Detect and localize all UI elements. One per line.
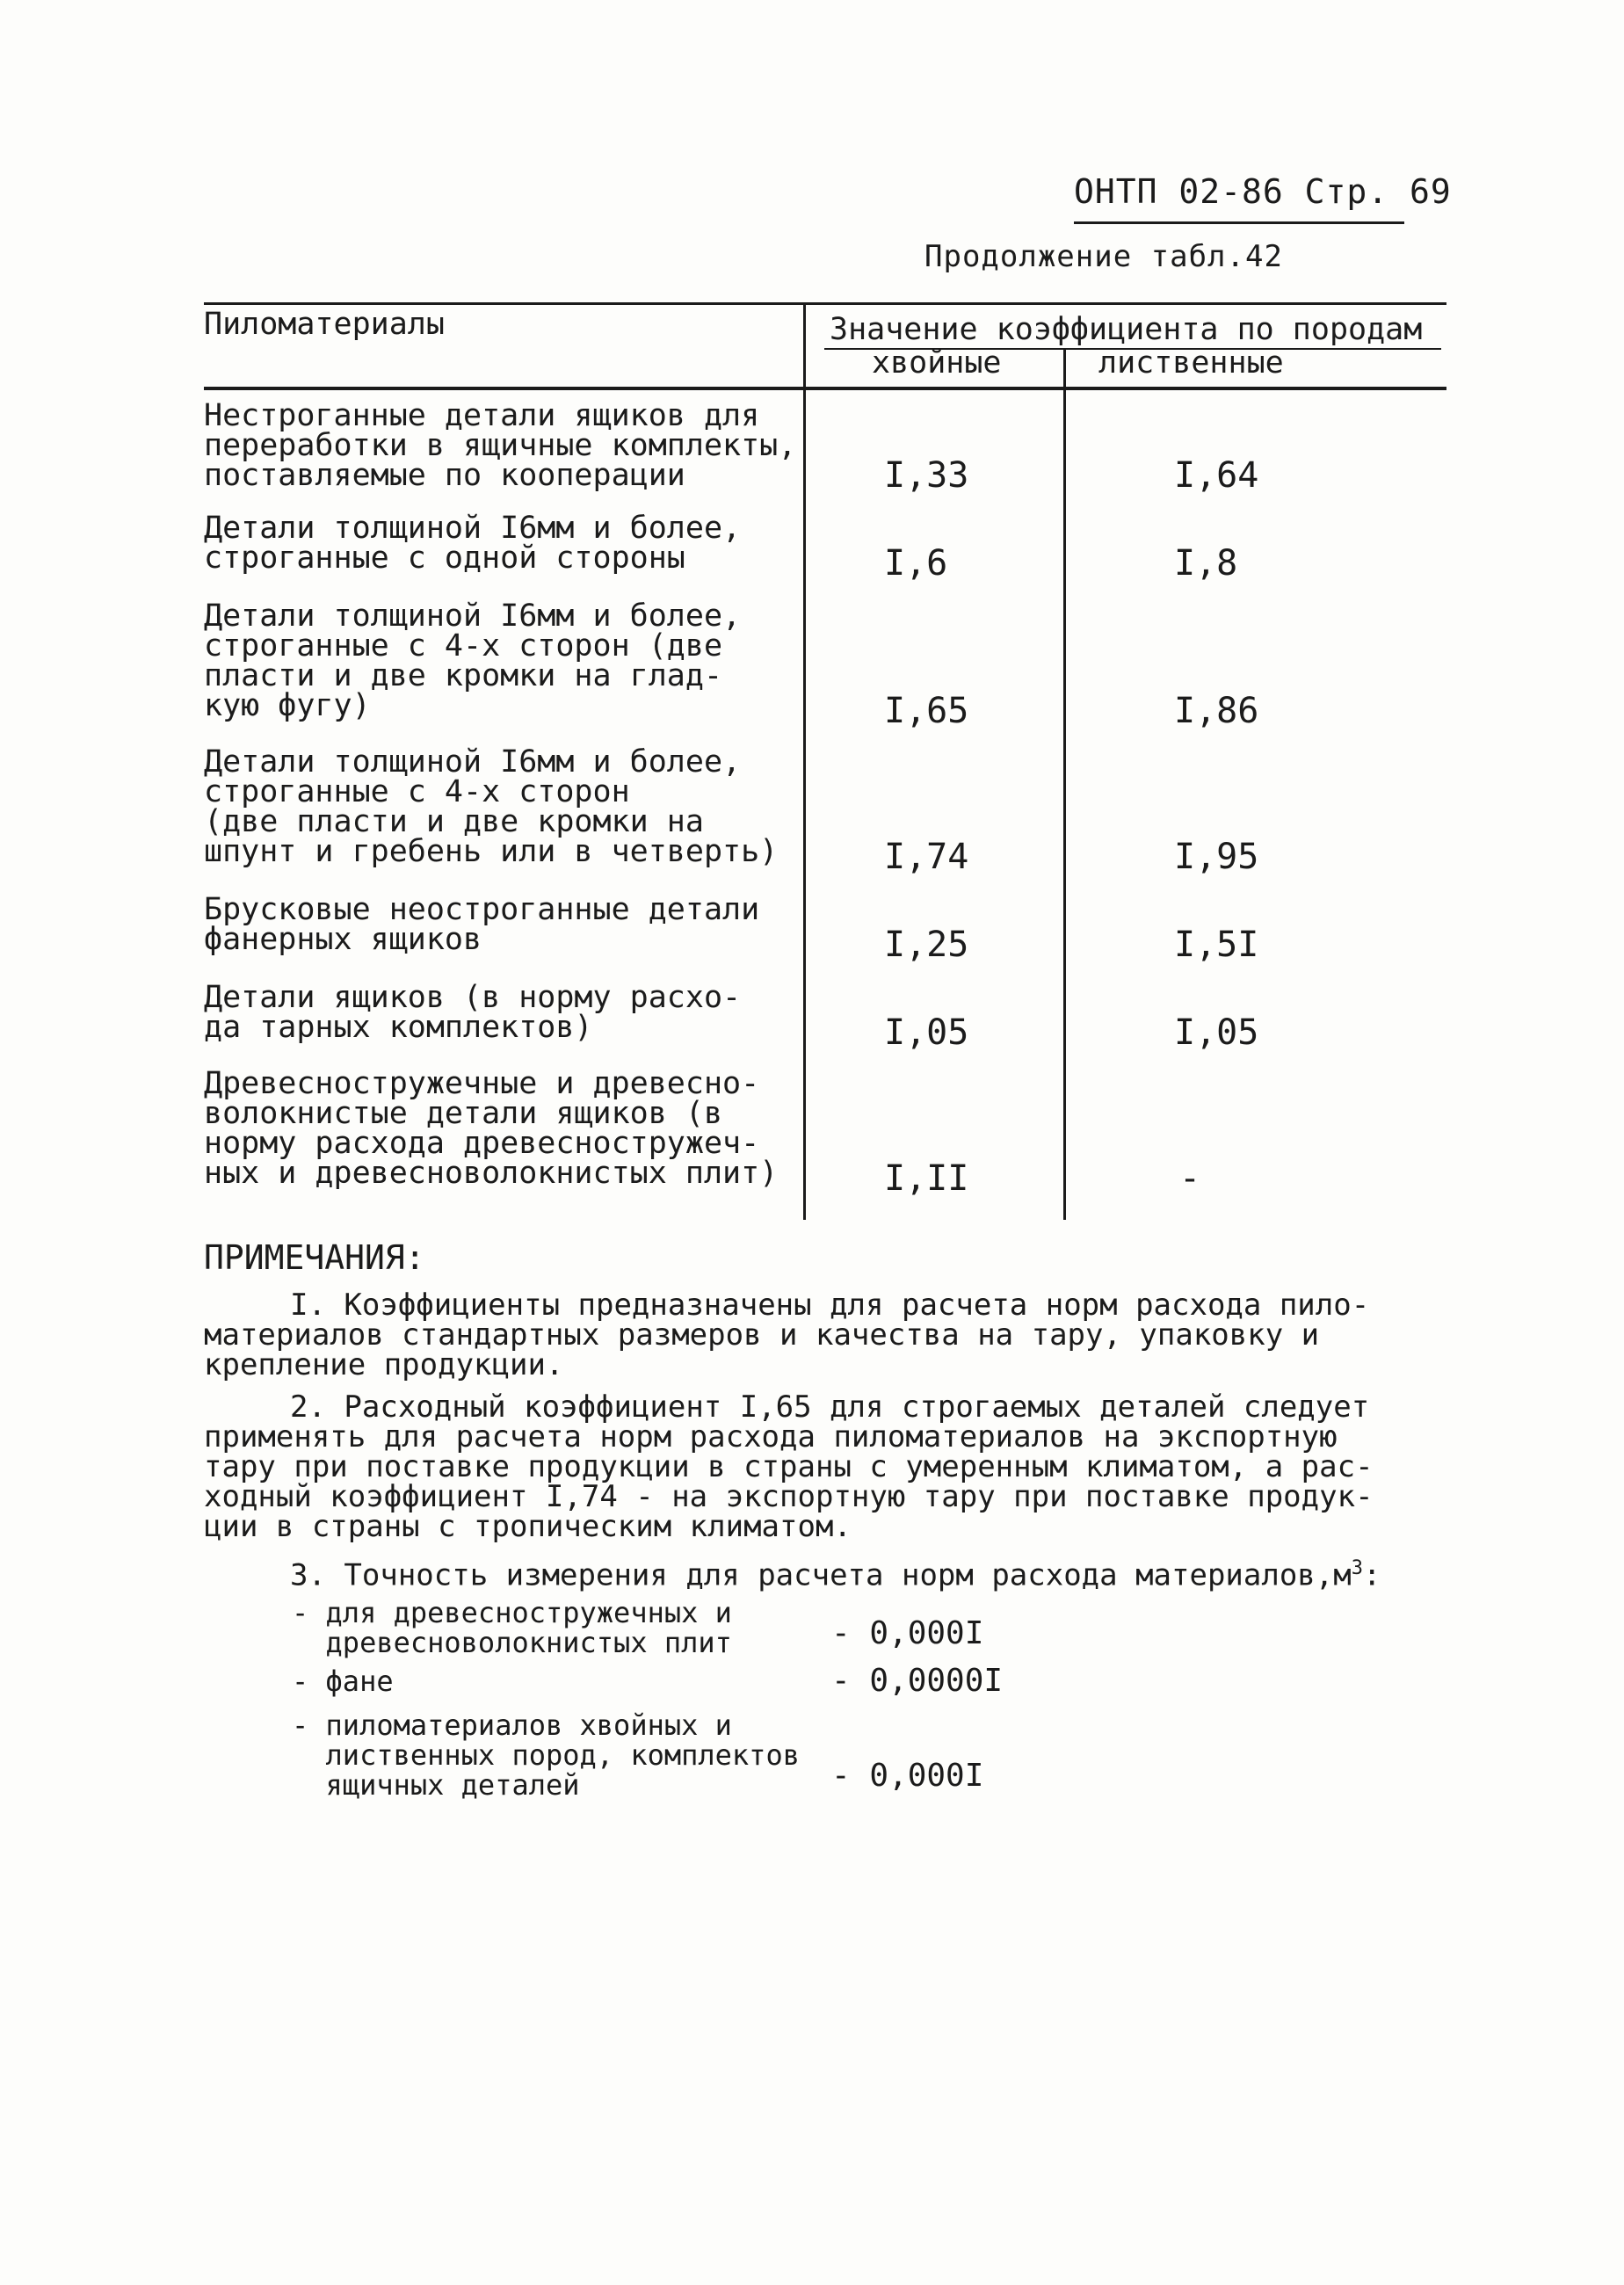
precision-value: - 0,000I	[831, 1758, 984, 1794]
table-row-conifer: I,65	[884, 691, 969, 731]
table-row-deciduous: I,5I	[1174, 925, 1259, 965]
table-row-material: Нестроганные детали ящиков для переработки в ящичные комплекты, поставляемые по кооперации	[204, 398, 797, 493]
precision-label: - пиломатериалов хвойных и лиственных пород, комплектов ящичных деталей	[292, 1708, 800, 1802]
precision-label: - фане	[292, 1665, 394, 1698]
col-header-conifer: хвойные	[872, 345, 1002, 381]
note-3-text: 3. Точность измерения для расчета норм расхода материалов,м	[290, 1557, 1352, 1593]
table-header-bottom-rule	[204, 387, 1446, 390]
table-row-material: Древесностружечные и древесно- волокнистые детали ящиков (в норму расхода древесностружеч- ных и древесноволокнистых плит)	[204, 1066, 779, 1191]
table-row-deciduous: I,64	[1174, 455, 1259, 496]
note-2: 2. Расходный коэффициент I,65 для строгаемых деталей следует применять для расчета норм расхода пиломатериалов на экспортную тару при поставке продукции в страны с умеренным климатом, а рас- ходный коэффициент I,74 - на экспортную тару при поставке продук- ции в страны с тропическим климатом.	[204, 1389, 1374, 1544]
table-row-material: Брусковые неостроганные детали фанерных ящиков	[204, 892, 760, 957]
table-row-material: Детали толщиной I6мм и более, строганные с одной стороны	[204, 511, 742, 576]
table-row-deciduous: I,86	[1174, 691, 1259, 731]
header-underline	[1074, 221, 1404, 224]
precision-value: - 0,000I	[831, 1615, 984, 1651]
table-top-rule	[204, 302, 1446, 305]
col-divider-2	[1063, 350, 1066, 1220]
table-row-conifer: I,25	[884, 925, 969, 965]
table-row-deciduous: I,05	[1174, 1012, 1259, 1053]
precision-value: - 0,0000I	[831, 1663, 1004, 1699]
note-3-superscript: 3	[1351, 1557, 1363, 1579]
table-row-conifer: I,74	[884, 837, 969, 877]
table-row-conifer: I,05	[884, 1012, 969, 1053]
col-header-deciduous: лиственные	[1098, 345, 1284, 381]
table-row-conifer: I,33	[884, 455, 969, 496]
table-row-deciduous: I,95	[1174, 837, 1259, 877]
table-row-material: Детали толщиной I6мм и более, строганные с 4-х сторон (две пласти и две кромки на шпунт и гребень или в четверть)	[204, 744, 779, 869]
notes-heading: ПРИМЕЧАНИЯ:	[204, 1238, 425, 1277]
table-row-deciduous: I,8	[1174, 543, 1238, 584]
precision-label: - для древесностружечных и древесноволокнистых плит	[292, 1596, 732, 1659]
table-row-conifer: I,6	[884, 543, 948, 584]
col-header-coef-group: Значение коэффициента по породам	[830, 312, 1423, 347]
table-row-material: Детали толщиной I6мм и более, строганные с 4-х сторон (две пласти и две кромки на глад- кую фугу)	[204, 598, 742, 723]
table-row-conifer: I,II	[884, 1158, 969, 1199]
table-row-material: Детали ящиков (в норму расхо- да тарных комплектов)	[204, 980, 742, 1045]
note-1: I. Коэффициенты предназначены для расчета норм расхода пило- материалов стандартных размеров и качества на тару, упаковку и крепление продукции.	[204, 1288, 1370, 1382]
note-3	[290, 1554, 1381, 1593]
col-divider-1	[803, 304, 806, 1220]
note-3-suffix: :	[1362, 1557, 1381, 1593]
col-header-material: Пиломатериалы	[204, 307, 445, 342]
document-reference: ОНТП 02-86 Стр. 69	[1074, 172, 1452, 211]
table-row-deciduous: -	[1179, 1158, 1201, 1199]
table-continuation: Продолжение табл.42	[924, 239, 1283, 274]
